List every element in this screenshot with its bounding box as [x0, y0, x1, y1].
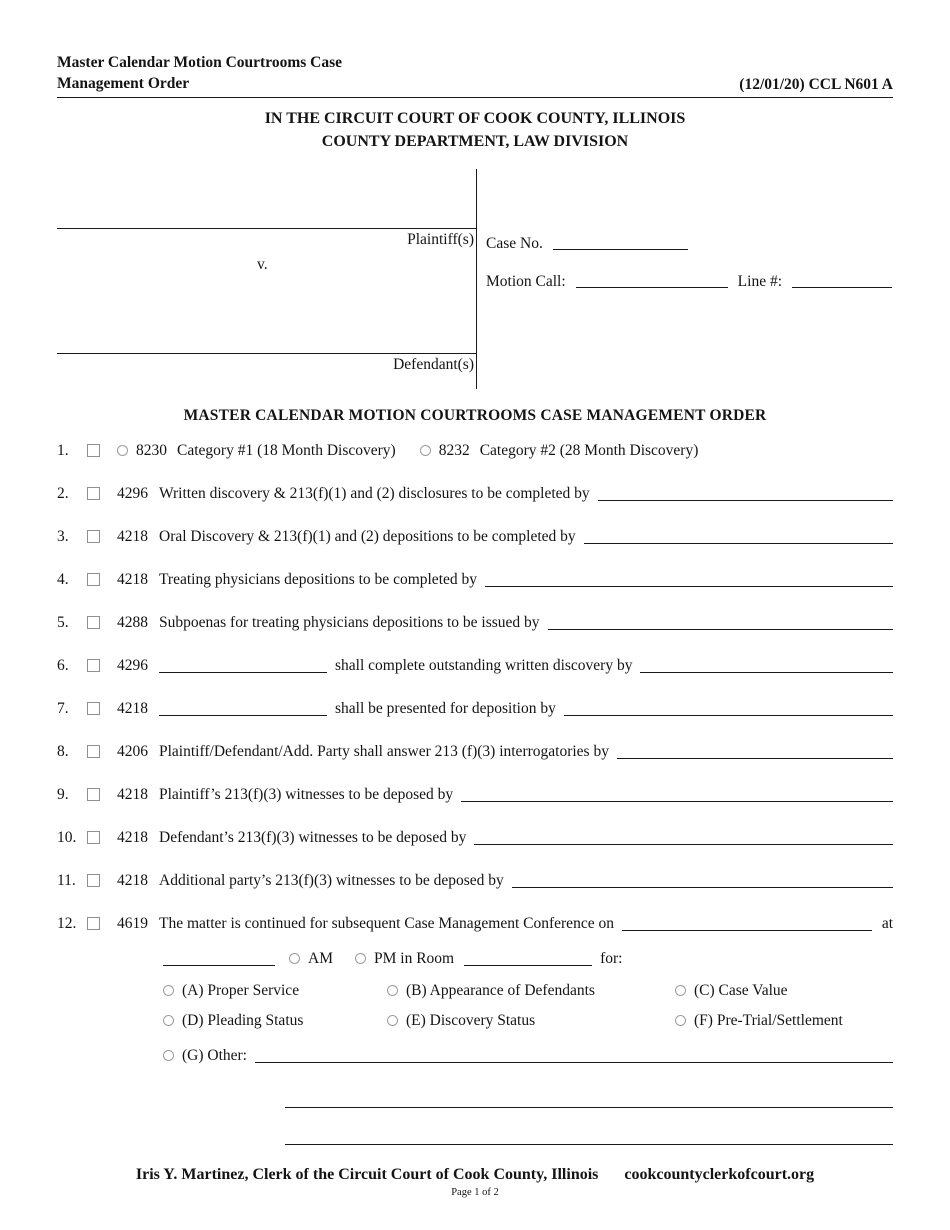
item-row-2	[57, 484, 893, 504]
item-text: Oral Discovery & 213(f)(1) and (2) depositions to be completed by	[159, 528, 576, 545]
pm-radio[interactable]	[355, 953, 366, 964]
item-number: 5.	[57, 614, 69, 631]
item-code: 4218	[117, 786, 148, 803]
plaintiff-name-line[interactable]	[57, 169, 476, 229]
item-9-date-field[interactable]	[461, 801, 893, 802]
item-number: 9.	[57, 786, 69, 803]
item-number: 12.	[57, 915, 77, 932]
am-label: AM	[308, 950, 333, 967]
item-code: 4206	[117, 743, 148, 760]
item-row-5	[57, 613, 893, 633]
case-no-field[interactable]	[553, 249, 688, 250]
defendant-label: Defendant(s)	[393, 356, 474, 373]
item-10-checkbox[interactable]	[87, 831, 100, 844]
item-number: 1.	[57, 442, 69, 459]
item-12-conference-date-field[interactable]	[622, 930, 872, 931]
item-row-1	[57, 441, 893, 461]
item-code: 4218	[117, 700, 148, 717]
item-text: Plaintiff’s 213(f)(3) witnesses to be deposed by	[159, 786, 454, 803]
item-number: 8.	[57, 743, 69, 760]
item-12-checkbox[interactable]	[87, 917, 100, 930]
reason-a-radio[interactable]	[163, 985, 174, 996]
item-code: 4218	[117, 571, 148, 588]
item-code: 4296	[117, 657, 148, 674]
item-code: 4296	[117, 485, 148, 502]
motion-call-label: Motion Call:	[486, 273, 566, 290]
item-text: Plaintiff/Defendant/Add. Party shall answer 213 (f)(3) interrogatories by	[159, 743, 609, 760]
item-row-4	[57, 570, 893, 590]
form-name-line1: Master Calendar Motion Courtrooms Case	[57, 54, 342, 71]
reason-d-radio[interactable]	[163, 1015, 174, 1026]
item-text: shall be presented for deposition by	[335, 700, 556, 717]
item-text: Subpoenas for treating physicians depositions to be issued by	[159, 614, 540, 631]
item-11-checkbox[interactable]	[87, 874, 100, 887]
page-number: Page 1 of 2	[451, 1187, 499, 1198]
item-number: 2.	[57, 485, 69, 502]
item-number: 10.	[57, 829, 77, 846]
item-row-12	[57, 914, 893, 934]
form-name-line2: Management Order	[57, 75, 190, 92]
court-heading	[57, 107, 893, 153]
court-name: IN THE CIRCUIT COURT OF COOK COUNTY, ILLINOIS	[264, 110, 686, 127]
item-number: 4.	[57, 571, 69, 588]
item-text: Additional party’s 213(f)(3) witnesses to be deposed by	[159, 872, 504, 889]
form-code: (12/01/20) CCL N601 A	[739, 76, 893, 93]
reason-b-label: (B) Appearance of Defendants	[406, 982, 595, 999]
item-2-checkbox[interactable]	[87, 487, 100, 500]
item-4-date-field[interactable]	[485, 586, 893, 587]
reason-e-label: (E) Discovery Status	[406, 1012, 536, 1029]
reason-f-label: (F) Pre-Trial/Settlement	[694, 1012, 843, 1029]
category-1-label: Category #1 (18 Month Discovery)	[177, 442, 396, 459]
item-row-7	[57, 699, 893, 719]
reason-f-radio[interactable]	[675, 1015, 686, 1026]
item-number: 11.	[57, 872, 76, 889]
form-name	[57, 52, 342, 94]
case-no-label: Case No.	[486, 235, 543, 252]
form-title: MASTER CALENDAR MOTION COURTROOMS CASE MANAGEMENT ORDER	[183, 407, 767, 424]
item-code: 4619	[117, 915, 148, 932]
item-code: 4218	[117, 872, 148, 889]
pm-label: PM in Room	[373, 950, 455, 967]
court-division: COUNTY DEPARTMENT, LAW DIVISION	[321, 133, 629, 150]
reason-g-radio[interactable]	[163, 1050, 174, 1061]
clerk-name: Iris Y. Martinez, Clerk of the Circuit Court of Cook County, Illinois	[135, 1166, 599, 1183]
for-label: for:	[600, 950, 623, 967]
plaintiff-label: Plaintiff(s)	[407, 231, 474, 248]
item-row-6	[57, 656, 893, 676]
item-5-date-field[interactable]	[548, 629, 893, 630]
line-number-field[interactable]	[792, 287, 892, 288]
room-number-field[interactable]	[464, 965, 592, 966]
item-row-11	[57, 871, 893, 891]
caption-parties	[57, 169, 476, 389]
other-reason-line-3[interactable]	[285, 1108, 893, 1145]
item-number: 6.	[57, 657, 69, 674]
item-7-checkbox[interactable]	[87, 702, 100, 715]
item-number: 7.	[57, 700, 69, 717]
category-2-code: 8232	[438, 442, 470, 459]
item-number: 3.	[57, 528, 69, 545]
item-code: 4218	[117, 829, 148, 846]
item-7-date-field[interactable]	[564, 715, 893, 716]
caption-case-info	[477, 169, 893, 389]
item-row-3	[57, 527, 893, 547]
category-1-radio[interactable]	[117, 445, 128, 456]
category-2-radio[interactable]	[420, 445, 431, 456]
item-8-date-field[interactable]	[617, 758, 893, 759]
other-reason-line-2[interactable]	[285, 1071, 893, 1108]
item-12-time-field[interactable]	[163, 965, 275, 966]
item-code: 4218	[117, 528, 148, 545]
motion-call-field[interactable]	[576, 287, 728, 288]
other-reason-field[interactable]	[255, 1062, 893, 1063]
reason-a-label: (A) Proper Service	[182, 982, 300, 999]
reason-c-label: (C) Case Value	[694, 982, 788, 999]
reason-c-radio[interactable]	[675, 985, 686, 996]
item-text: The matter is continued for subsequent Case Management Conference on	[159, 915, 614, 932]
item-8-checkbox[interactable]	[87, 745, 100, 758]
item-text: shall complete outstanding written discovery by	[335, 657, 633, 674]
item-10-date-field[interactable]	[474, 844, 893, 845]
item-code: 4288	[117, 614, 148, 631]
item-12-details	[163, 949, 893, 1145]
item-3-date-field[interactable]	[584, 543, 893, 544]
item-6-checkbox[interactable]	[87, 659, 100, 672]
item-2-date-field[interactable]	[598, 500, 893, 501]
item-text: Written discovery & 213(f)(1) and (2) disclosures to be completed by	[159, 485, 590, 502]
reason-g-label: (G) Other:	[182, 1047, 247, 1064]
item-6-date-field[interactable]	[640, 672, 893, 673]
item-3-checkbox[interactable]	[87, 530, 100, 543]
form-header	[57, 52, 893, 98]
defendant-name-line[interactable]	[57, 277, 476, 354]
item-1-checkbox[interactable]	[87, 444, 100, 457]
line-number-label: Line #:	[737, 273, 783, 290]
am-radio[interactable]	[289, 953, 300, 964]
conference-reason-options	[163, 981, 893, 1031]
item-text: Defendant’s 213(f)(3) witnesses to be deposed by	[159, 829, 467, 846]
reason-e-radio[interactable]	[387, 1015, 398, 1026]
reason-d-label: (D) Pleading Status	[182, 1012, 304, 1029]
versus-label: v.	[257, 256, 268, 273]
item-9-checkbox[interactable]	[87, 788, 100, 801]
item-11-date-field[interactable]	[512, 887, 893, 888]
reason-b-radio[interactable]	[387, 985, 398, 996]
item-4-checkbox[interactable]	[87, 573, 100, 586]
item-5-checkbox[interactable]	[87, 616, 100, 629]
category-2-label: Category #2 (28 Month Discovery)	[479, 442, 699, 459]
case-caption	[57, 169, 893, 389]
item-row-10	[57, 828, 893, 848]
clerk-website: cookcountyclerkofcourt.org	[624, 1166, 815, 1183]
item-6-party-field[interactable]	[159, 672, 327, 673]
category-1-code: 8230	[136, 442, 167, 459]
footer	[57, 1166, 893, 1184]
item-text: Treating physicians depositions to be completed by	[159, 571, 477, 588]
item-7-party-field[interactable]	[159, 715, 327, 716]
item-row-9	[57, 785, 893, 805]
item-text-at: at	[881, 915, 893, 932]
item-row-8	[57, 742, 893, 762]
